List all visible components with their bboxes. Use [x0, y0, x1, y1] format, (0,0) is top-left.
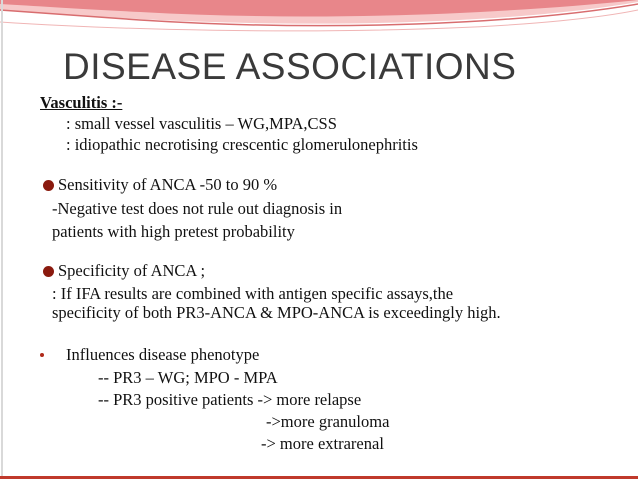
slide-title: DISEASE ASSOCIATIONS	[63, 46, 517, 87]
bottom-border-line	[0, 466, 638, 479]
small-dot-bullet-icon	[40, 353, 44, 357]
sensitivity-sub-1: -Negative test does not rule out diagnosis in	[52, 199, 343, 218]
phenotype-sub-1: -- PR3 – WG; MPO - MPA	[98, 368, 278, 387]
filled-circle-bullet-icon	[43, 180, 54, 191]
phenotype-sub-2: -- PR3 positive patients -> more relapse	[98, 390, 362, 409]
left-border-line	[0, 0, 6, 479]
filled-circle-bullet-icon	[43, 266, 54, 277]
phenotype-sub-4: -> more extrarenal	[261, 434, 384, 453]
vasculitis-heading: Vasculitis :-	[40, 93, 123, 112]
vasculitis-line-2: : idiopathic necrotising crescentic glomerulonephritis	[66, 135, 418, 154]
sensitivity-sub-2: patients with high pretest probability	[52, 222, 295, 241]
specificity-text: Specificity of ANCA ;	[58, 261, 206, 280]
sensitivity-text: Sensitivity of ANCA -50 to 90 %	[58, 175, 278, 194]
specificity-sub-2: specificity of both PR3-ANCA & MPO-ANCA is exceedingly high.	[52, 303, 501, 322]
specificity-sub-1: : If IFA results are combined with antigen specific assays,the	[52, 284, 454, 303]
phenotype-sub-3: ->more granuloma	[266, 412, 390, 431]
vasculitis-line-1: : small vessel vasculitis – WG,MPA,CSS	[66, 114, 337, 133]
phenotype-text: Influences disease phenotype	[66, 345, 260, 364]
